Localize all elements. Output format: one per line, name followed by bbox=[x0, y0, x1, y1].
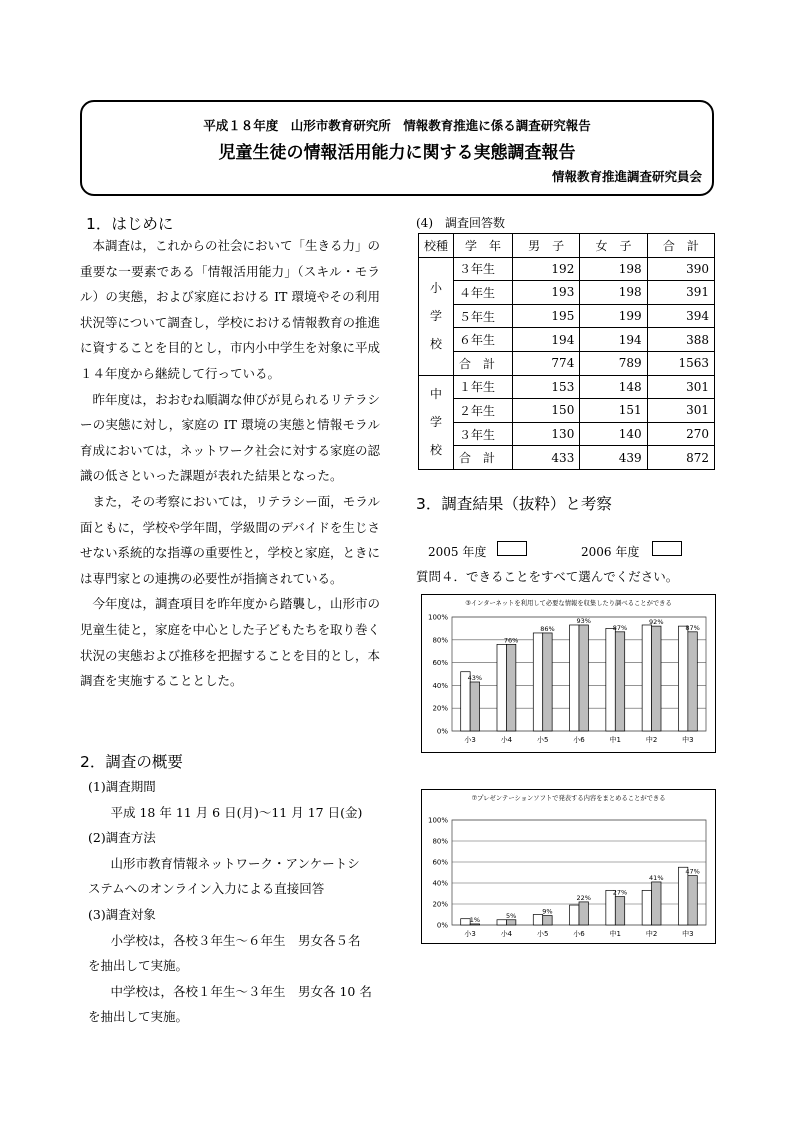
chart-internet-research bbox=[421, 594, 716, 753]
data-label: 47% bbox=[685, 867, 700, 876]
paragraph: また，その考察においては，リテラシー面，モラル面ともに，学校や学年間，学級間のデバイドを生じさせない系統的な指導の重要性と，学校と家庭，ときには専門家との連携の必要性が指摘されている。 bbox=[80, 493, 381, 586]
header-male: 男 子 bbox=[513, 234, 580, 258]
document-title: 児童生徒の情報活用能力に関する実態調査報告 bbox=[218, 143, 576, 163]
bar-2005 bbox=[678, 867, 687, 925]
data-label: 41% bbox=[649, 873, 664, 882]
bar-2005 bbox=[533, 633, 542, 731]
response-count-table bbox=[418, 233, 715, 470]
overview-line: 平成 18 年 11 月 6 日(月)～11 月 17 日(金) bbox=[98, 804, 363, 820]
x-tick-label: 小5 bbox=[536, 930, 549, 938]
male-cell: 774 bbox=[513, 351, 580, 375]
grade-cell: ５年生 bbox=[454, 304, 513, 328]
y-tick-label: 80% bbox=[432, 636, 448, 645]
chart-presentation-software bbox=[421, 789, 716, 944]
male-cell: 150 bbox=[513, 399, 580, 423]
female-cell: 151 bbox=[580, 399, 647, 423]
female-cell: 439 bbox=[580, 446, 647, 470]
table-row bbox=[419, 304, 715, 328]
section-1-body bbox=[80, 233, 380, 694]
bar-2005 bbox=[570, 625, 579, 731]
data-label: 9% bbox=[542, 907, 553, 916]
bar-2006 bbox=[688, 876, 697, 925]
table-row bbox=[419, 399, 715, 423]
legend-2006-label: 2006 年度 bbox=[581, 545, 640, 559]
y-tick-label: 60% bbox=[432, 858, 448, 867]
data-label: 87% bbox=[612, 623, 628, 632]
y-tick-label: 0% bbox=[436, 727, 448, 736]
total-cell: 391 bbox=[647, 281, 714, 305]
bar-2006 bbox=[579, 902, 588, 925]
section-3-heading: 3．調査結果（抜粋）と考察 bbox=[416, 495, 612, 513]
table-row bbox=[419, 328, 715, 352]
data-label: 87% bbox=[685, 623, 700, 632]
bar-2006 bbox=[470, 924, 479, 925]
bar-2006 bbox=[470, 682, 479, 731]
bar-2005 bbox=[533, 915, 542, 926]
grade-cell: ２年生 bbox=[454, 399, 513, 423]
male-cell: 193 bbox=[513, 281, 580, 305]
group-label-text: 中 学 校 bbox=[429, 387, 442, 458]
table-row bbox=[419, 281, 715, 305]
header-grade: 学 年 bbox=[454, 234, 513, 258]
male-cell: 433 bbox=[513, 446, 580, 470]
total-cell: 301 bbox=[647, 399, 714, 423]
table-row bbox=[419, 422, 715, 446]
bar-2005 bbox=[570, 905, 579, 925]
x-tick-label: 小3 bbox=[464, 930, 476, 938]
x-tick-label: 小3 bbox=[464, 736, 476, 744]
male-cell: 194 bbox=[513, 328, 580, 352]
grade-cell: 合 計 bbox=[454, 446, 513, 470]
x-tick-label: 中3 bbox=[682, 930, 694, 938]
male-cell: 153 bbox=[513, 375, 580, 399]
y-tick-label: 0% bbox=[436, 921, 448, 930]
data-label: 1% bbox=[469, 915, 481, 924]
table-caption: (4) 調査回答数 bbox=[416, 216, 505, 230]
grade-cell: １年生 bbox=[454, 375, 513, 399]
y-tick-label: 100% bbox=[427, 613, 448, 622]
grade-cell: 合 計 bbox=[454, 351, 513, 375]
table-row-subtotal bbox=[419, 351, 715, 375]
total-cell: 388 bbox=[647, 328, 714, 352]
paragraph: 本調査は，これからの社会において「生きる力」の重要な一要素である「情報活用能力」（スキル・モラル）の実態，および家庭における IT 環境やその利用状況等について調査し，学校における情報教育の推進に資することを目的とし，市内小中学生を対象に平成１４年度から継続して行っている。 bbox=[80, 238, 381, 381]
total-cell: 270 bbox=[647, 422, 714, 446]
grade-cell: ４年生 bbox=[454, 281, 513, 305]
total-cell: 390 bbox=[647, 257, 714, 281]
data-label: 43% bbox=[467, 673, 483, 682]
x-tick-label: 小6 bbox=[573, 930, 585, 938]
bar-2006 bbox=[688, 632, 697, 731]
section-1-heading: 1．はじめに bbox=[86, 215, 174, 233]
overview-line: (3)調査対象 bbox=[88, 906, 156, 922]
female-cell: 148 bbox=[580, 375, 647, 399]
bar-2006 bbox=[506, 920, 515, 925]
male-cell: 192 bbox=[513, 257, 580, 281]
header-female: 女 子 bbox=[580, 234, 647, 258]
total-cell: 301 bbox=[647, 375, 714, 399]
x-tick-label: 中2 bbox=[645, 930, 658, 938]
data-label: 93% bbox=[576, 616, 591, 625]
table-row-subtotal bbox=[419, 446, 715, 470]
y-tick-label: 40% bbox=[432, 681, 448, 690]
female-cell: 140 bbox=[580, 422, 647, 446]
total-cell: 1563 bbox=[647, 351, 714, 375]
data-label: 76% bbox=[503, 636, 519, 645]
header-total: 合 計 bbox=[647, 234, 714, 258]
female-cell: 789 bbox=[580, 351, 647, 375]
overview-line: を抽出して実施。 bbox=[88, 958, 189, 974]
header-subtitle: 平成１８年度 山形市教育研究所 情報教育推進に係る調査研究報告 bbox=[203, 118, 591, 133]
table-row bbox=[419, 257, 715, 281]
x-tick-label: 中1 bbox=[609, 736, 622, 744]
x-tick-label: 小4 bbox=[500, 930, 513, 938]
y-tick-label: 20% bbox=[432, 704, 448, 713]
bar-2006 bbox=[543, 916, 552, 925]
bar-2005 bbox=[497, 920, 506, 925]
overview-line: ステムへのオンライン入力による直接回答 bbox=[88, 881, 325, 897]
grade-cell: ３年生 bbox=[454, 422, 513, 446]
data-label: 27% bbox=[612, 888, 628, 897]
bar-2006 bbox=[506, 644, 515, 731]
bar-2005 bbox=[642, 625, 651, 731]
legend-2005-swatch bbox=[497, 541, 527, 556]
total-cell: 872 bbox=[647, 446, 714, 470]
bar-2006 bbox=[652, 882, 661, 925]
grade-cell: ６年生 bbox=[454, 328, 513, 352]
paragraph: 今年度は，調査項目を昨年度から踏襲し，山形市の児童生徒と，家庭を中心とした子どもたちを取り巻く状況の実態および推移を把握することを目的とし，本調査を実施することとした。 bbox=[80, 596, 381, 689]
x-tick-label: 中3 bbox=[682, 736, 694, 744]
header-school-type: 校種 bbox=[419, 234, 454, 258]
bar-2005 bbox=[606, 628, 615, 731]
legend-2005-label: 2005 年度 bbox=[428, 545, 487, 559]
section-2-heading: 2．調査の概要 bbox=[80, 753, 183, 771]
male-cell: 195 bbox=[513, 304, 580, 328]
x-tick-label: 小4 bbox=[500, 736, 513, 744]
bar-2006 bbox=[543, 633, 552, 731]
author: 情報教育推進調査研究員会 bbox=[551, 169, 702, 184]
bar-2005 bbox=[678, 626, 687, 731]
data-label: 5% bbox=[505, 911, 517, 920]
bar-2006 bbox=[652, 626, 661, 731]
overview-line: 山形市教育情報ネットワーク・アンケートシ bbox=[98, 855, 360, 871]
female-cell: 194 bbox=[580, 328, 647, 352]
data-label: 86% bbox=[540, 624, 555, 633]
bar-2006 bbox=[615, 897, 624, 925]
female-cell: 198 bbox=[580, 281, 647, 305]
x-tick-label: 小6 bbox=[573, 736, 585, 744]
chart-title: ③インターネットを利用して必要な情報を収集したり調べることができる bbox=[465, 600, 672, 607]
overview-line: を抽出して実施。 bbox=[88, 1009, 189, 1025]
data-label: 22% bbox=[576, 893, 591, 902]
group-label-text: 小 学 校 bbox=[429, 281, 442, 352]
y-tick-label: 100% bbox=[427, 816, 448, 825]
bar-2005 bbox=[497, 644, 506, 731]
data-label: 92% bbox=[649, 618, 664, 627]
paragraph: 昨年度は，おおむね順調な伸びが見られるリテラシーの実態に対し，家庭の IT 環境の実態と情報モラル育成においては，ネットワーク社会に対する家庭の認識の低さといった課題が表れた結果となった。 bbox=[80, 391, 381, 484]
y-tick-label: 20% bbox=[432, 900, 448, 909]
table-row bbox=[419, 375, 715, 399]
y-tick-label: 80% bbox=[432, 837, 448, 846]
overview-line: 中学校は，各校１年生～３年生 男女各 10 名 bbox=[98, 983, 372, 999]
bar-2006 bbox=[579, 625, 588, 731]
overview-line: 小学校は，各校３年生～６年生 男女各５名 bbox=[98, 932, 361, 948]
question-text: 質問４．できることをすべて選んでください。 bbox=[416, 569, 679, 584]
overview-line: (2)調査方法 bbox=[88, 830, 156, 846]
x-tick-label: 小5 bbox=[536, 736, 549, 744]
survey-overview bbox=[88, 774, 384, 1030]
group-label-elementary bbox=[419, 257, 454, 375]
bar-2005 bbox=[642, 890, 651, 925]
total-cell: 394 bbox=[647, 304, 714, 328]
y-tick-label: 60% bbox=[432, 659, 448, 668]
grade-cell: ３年生 bbox=[454, 257, 513, 281]
overview-line: (1)調査期間 bbox=[88, 779, 156, 794]
y-tick-label: 40% bbox=[432, 879, 448, 888]
female-cell: 199 bbox=[580, 304, 647, 328]
legend-2006-swatch bbox=[652, 541, 682, 556]
table-header-row bbox=[419, 234, 715, 258]
group-label-junior-high bbox=[419, 375, 454, 469]
female-cell: 198 bbox=[580, 257, 647, 281]
chart-title: ⑦プレゼンテーションソフトで発表する内容をまとめることができる bbox=[471, 795, 666, 802]
bar-2006 bbox=[615, 632, 624, 731]
male-cell: 130 bbox=[513, 422, 580, 446]
x-tick-label: 中2 bbox=[645, 736, 658, 744]
x-tick-label: 中1 bbox=[609, 930, 622, 938]
